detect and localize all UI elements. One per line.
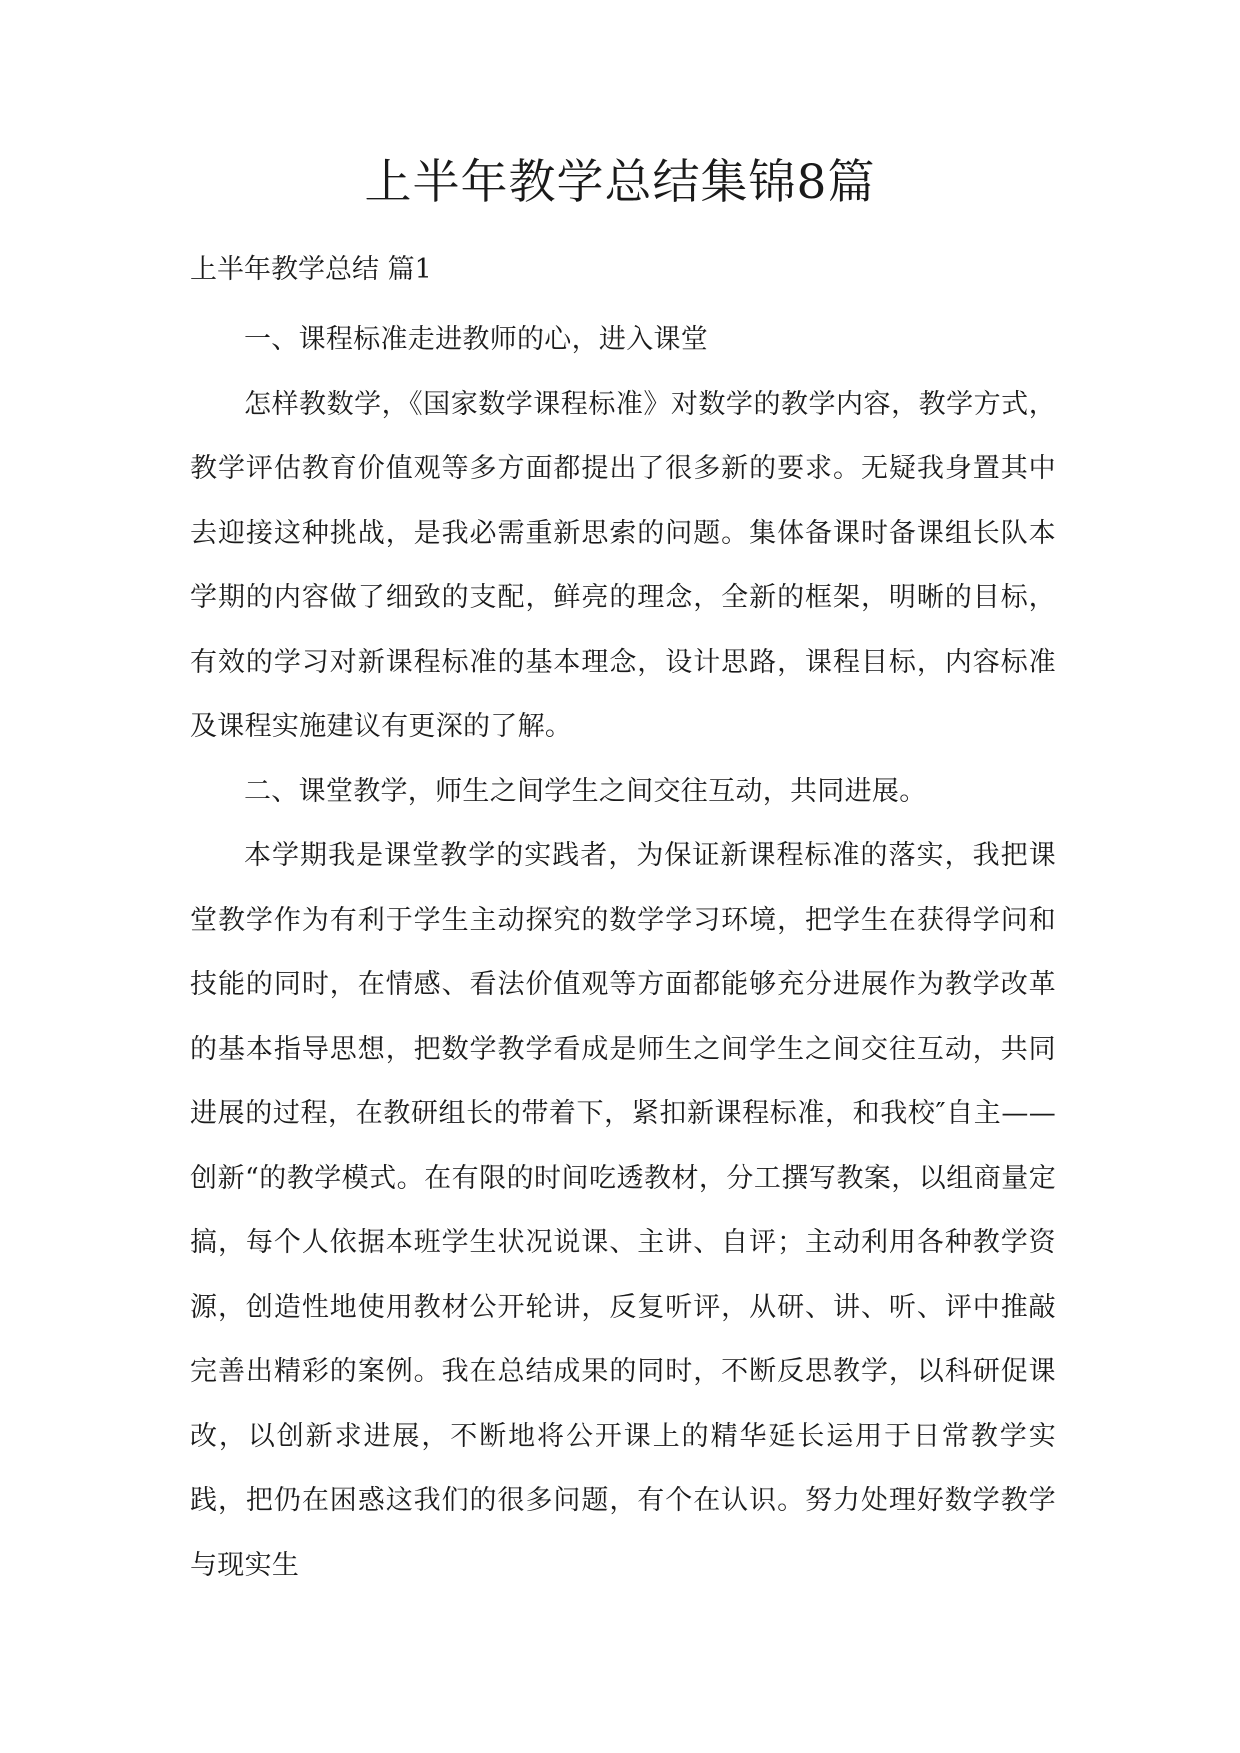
- article-heading: 上半年教学总结 篇1: [190, 254, 432, 285]
- section-heading-1: 一、课程标准走进教师的心，进入课堂: [244, 324, 709, 355]
- body-paragraph: 怎样教数学，《国家数学课程标准》对数学的教学内容，教学方式，教学评估教育价值观等多方面都提出了很多新的要求。无疑我身置其中去迎接这种挑战，是我必需重新思索的问题。集体备课时备课组长队本学期的内容做了细致的支配，鲜亮的理念，全新的框架，明晰的目标，有效的学习对新课程标准的基本理念，设计思路，课程目标，内容标准及课程实施建议有更深的了解。: [190, 388, 1056, 742]
- document-title: 上半年教学总结集锦8篇: [364, 155, 876, 210]
- body-paragraph: 本学期我是课堂教学的实践者，为保证新课程标准的落实，我把课堂教学作为有利于学生主动探究的数学学习环境，把学生在获得学问和技能的同时，在情感、看法价值观等方面都能够充分进展作为教学改革的基本指导思想，把数学教学看成是师生之间学生之间交往互动，共同进展的过程，在教研组长的带着下，紧扣新课程标准，和我校″自主——创新“的教学模式。在有限的时间吃透教材，分工撰写教案，以组商量定搞，每个人依据本班学生状况说课、主讲、自评；主动利用各种教学资源，创造性地使用教材公开轮讲，反复听评，从研、讲、听、评中推敲完善出精彩的案例。我在总结成果的同时，不断反思教学，以科研促课改，以创新求进展，不断地将公开课上的精华延长运用于日常教学实践，把仍在困惑这我们的很多问题，有个在认识。努力处理好数学教学与现实生: [190, 840, 1056, 1581]
- article-body: [190, 308, 1056, 1598]
- section-heading-2: 二、课堂教学，师生之间学生之间交往互动，共同进展。: [244, 775, 927, 807]
